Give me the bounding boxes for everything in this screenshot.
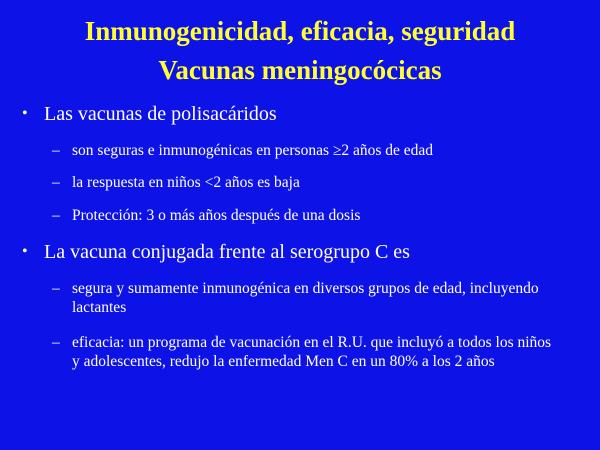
sub-item-text: son seguras e inmunogénicas en personas ≥2 años de edad: [72, 142, 434, 159]
sub-item: [52, 173, 562, 192]
sub-item: [52, 206, 562, 225]
bullet-heading: Las vacunas de polisacáridos: [44, 103, 277, 125]
bullet-icon: •: [22, 105, 28, 122]
sub-item: [52, 279, 562, 317]
sub-item-text: segura y sumamente inmunogénica en diversos grupos de edad, incluyendo lactantes: [72, 280, 539, 316]
bullet-conjugate-vaccine: [22, 240, 410, 264]
bullet-polysaccharide-vaccines: [22, 102, 277, 126]
dash-icon: –: [52, 280, 60, 297]
dash-icon: –: [52, 174, 60, 191]
sub-item-text: Protección: 3 o más años después de una dosis: [72, 207, 361, 224]
sub-item: [52, 333, 562, 371]
sub-item-text: eficacia: un programa de vacunación en el R.U. que incluyó a todos los niños y adolescentes, redujo la enfermedad Men C en un 80% a los 2 años: [72, 334, 552, 370]
sub-item-text: la respuesta en niños <2 años es baja: [72, 174, 300, 191]
bullet-heading: La vacuna conjugada frente al serogrupo C es: [44, 241, 410, 263]
dash-icon: –: [52, 207, 60, 224]
slide-title-line-2: Vacunas meningocócicas: [158, 55, 442, 85]
dash-icon: –: [52, 334, 60, 351]
sub-item: [52, 141, 562, 160]
dash-icon: –: [52, 142, 60, 159]
slide-title-line-1: Inmunogenicidad, eficacia, seguridad: [84, 16, 516, 46]
bullet-icon: •: [22, 243, 28, 260]
